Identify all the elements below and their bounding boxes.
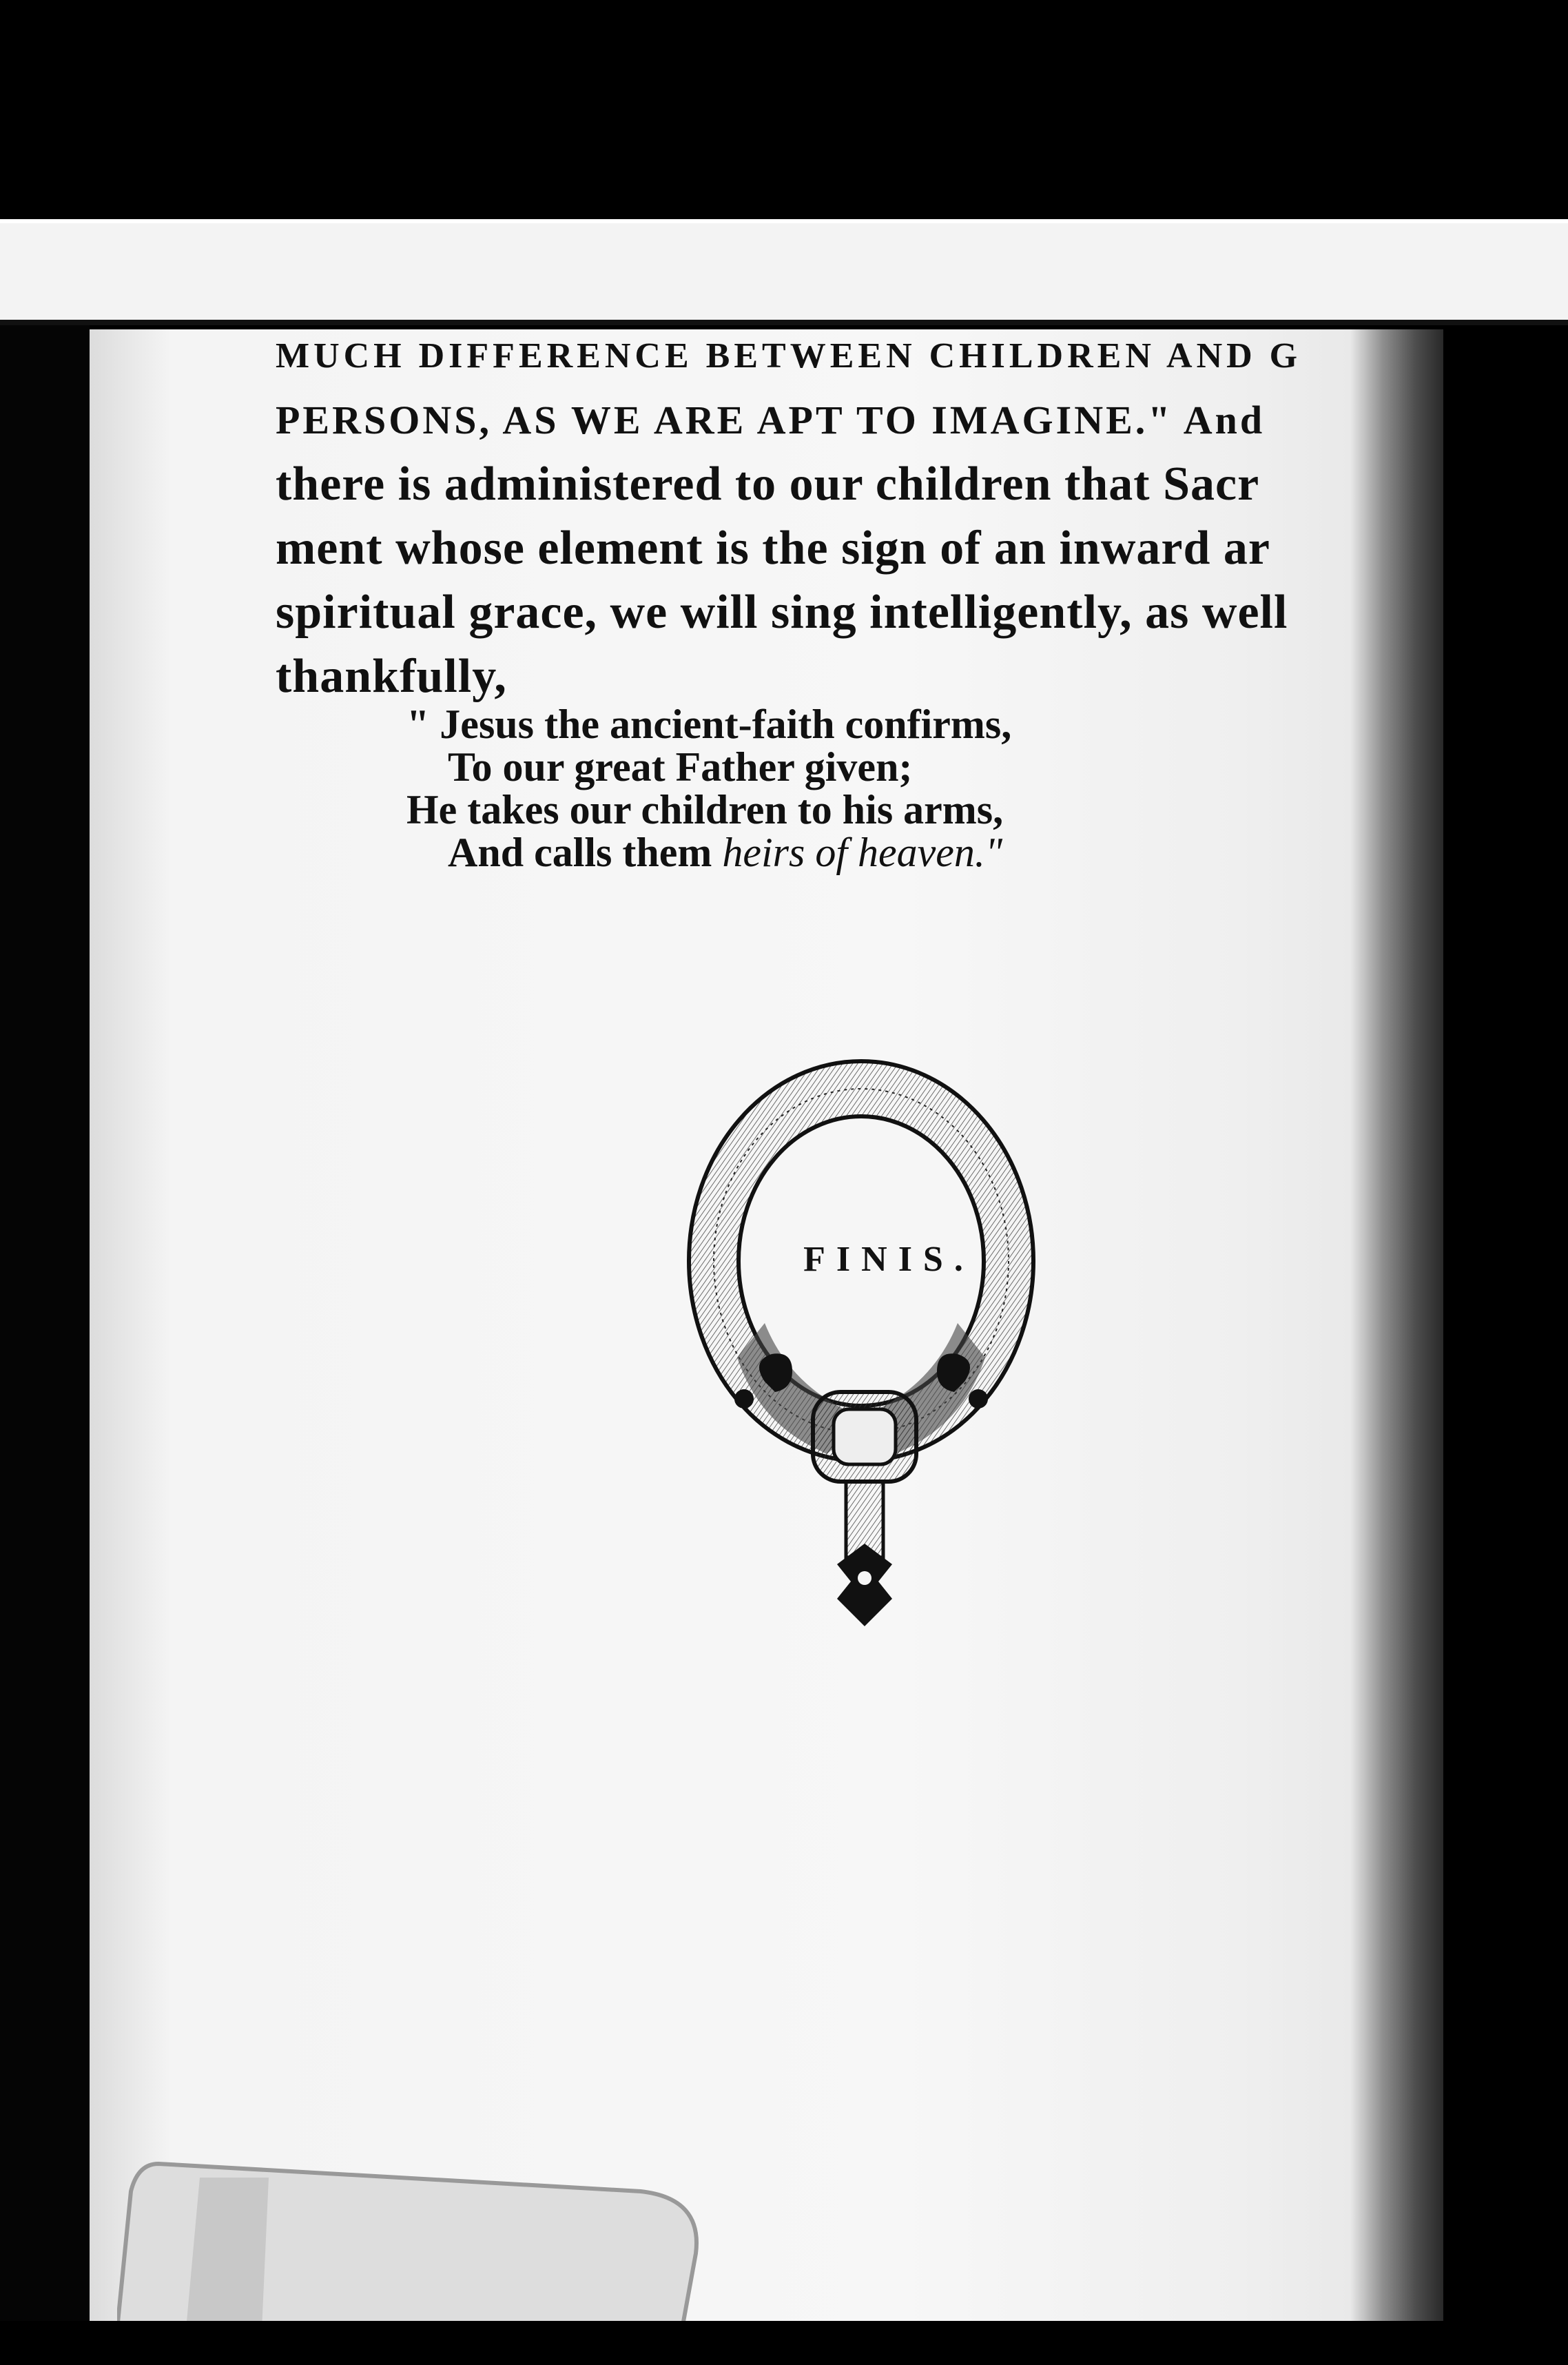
text-line: spiritual grace, we will sing intelligently, as well xyxy=(276,586,1288,639)
scanner-glare xyxy=(117,2150,737,2329)
verse-line xyxy=(406,831,1233,874)
verse-italic-text: heirs of heaven." xyxy=(722,830,1003,875)
scan-bottom-border xyxy=(0,2321,1568,2365)
belt-ring-ornament xyxy=(661,1034,1061,1633)
scan-right-edge xyxy=(1443,325,1568,2365)
verse-line: " Jesus the ancient-faith confirms, xyxy=(406,702,1012,747)
hymn-verse xyxy=(406,703,1233,874)
scan-left-edge xyxy=(0,325,90,2365)
text-line: MUCH DIFFERENCE BETWEEN CHILDREN AND G xyxy=(276,336,1302,376)
text-line: there is administered to our children that Sacr xyxy=(276,458,1260,511)
body-text xyxy=(276,324,1447,708)
scan-white-band xyxy=(0,219,1568,327)
text-line: ment whose element is the sign of an inward ar xyxy=(276,522,1270,575)
finis-label: FINIS. xyxy=(803,1240,974,1279)
text-line: PERSONS, AS WE ARE APT TO IMAGINE." And xyxy=(276,398,1266,442)
scan-top-border xyxy=(0,0,1568,219)
text-line: thankfully, xyxy=(276,650,507,703)
verse-line: He takes our children to his arms, xyxy=(406,787,1004,832)
verse-line-text: And calls them xyxy=(448,830,723,875)
verse-line: To our great Father given; xyxy=(448,744,913,790)
